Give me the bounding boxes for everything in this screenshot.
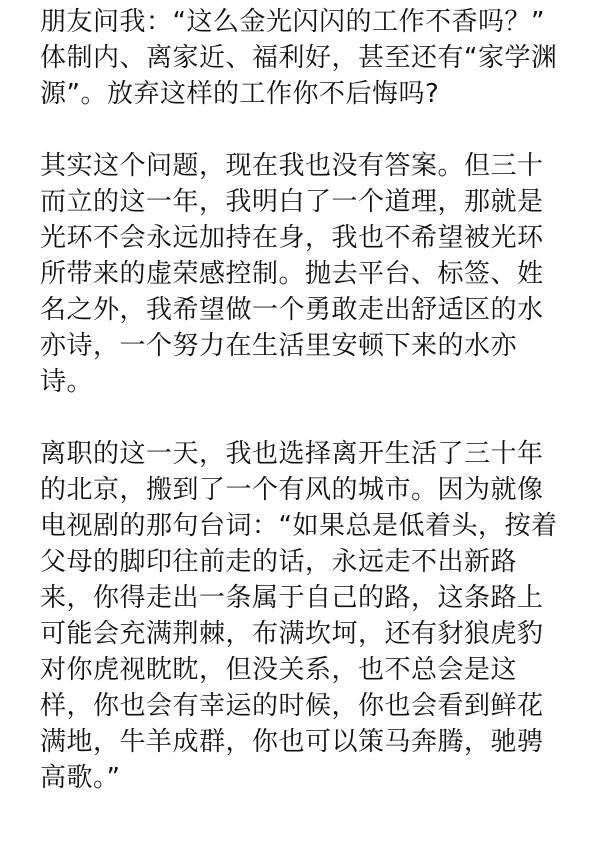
paragraph-spacer — [40, 112, 570, 148]
text-line: 源”。放弃这样的工作你不后悔吗? — [40, 79, 440, 109]
text-line: 对你虎视眈眈，但没关系，也不总会是这 — [40, 655, 518, 685]
text-line: 电视剧的那句台词：“如果总是低着头，按着 — [40, 511, 558, 541]
text-line: 名之外，我希望做一个勇敢走出舒适区的水 — [40, 295, 544, 325]
text-line: 的北京，搬到了一个有风的城市。因为就像 — [40, 475, 544, 505]
text-line: 体制内、离家近、福利好，甚至还有“家学渊 — [40, 43, 558, 73]
text-line: 来，你得走出一条属于自己的路，这条路上 — [40, 583, 544, 613]
text-line: 父母的脚印往前走的话，永远走不出新路 — [40, 547, 518, 577]
text-line: 而立的这一年，我明白了一个道理，那就是 — [40, 187, 544, 217]
text-line: 样，你也会有幸运的时候，你也会看到鲜花 — [40, 691, 544, 721]
paragraph-reflection — [40, 148, 570, 400]
text-line: 离职的这一天，我也选择离开生活了三十年 — [40, 439, 544, 469]
text-line: 可能会充满荆棘，布满坎坷，还有豺狼虎豹 — [40, 619, 544, 649]
paragraph-leaving-beijing — [40, 436, 570, 796]
paragraph-spacer — [40, 400, 570, 436]
text-line: 其实这个问题，现在我也没有答案。但三十 — [40, 151, 544, 181]
paragraph-friend-question — [40, 4, 570, 112]
text-line: 满地，牛羊成群，你也可以策马奔腾，驰骋 — [40, 727, 544, 757]
text-line: 朋友问我：“这么金光闪闪的工作不香吗？” — [40, 7, 545, 37]
text-line: 亦诗，一个努力在生活里安顿下来的水亦 — [40, 331, 518, 361]
text-line: 高歌。” — [40, 763, 121, 793]
text-line: 所带来的虚荣感控制。抛去平台、标签、姓 — [40, 259, 544, 289]
text-line: 光环不会永远加持在身，我也不希望被光环 — [40, 223, 544, 253]
text-line: 诗。 — [40, 367, 94, 397]
